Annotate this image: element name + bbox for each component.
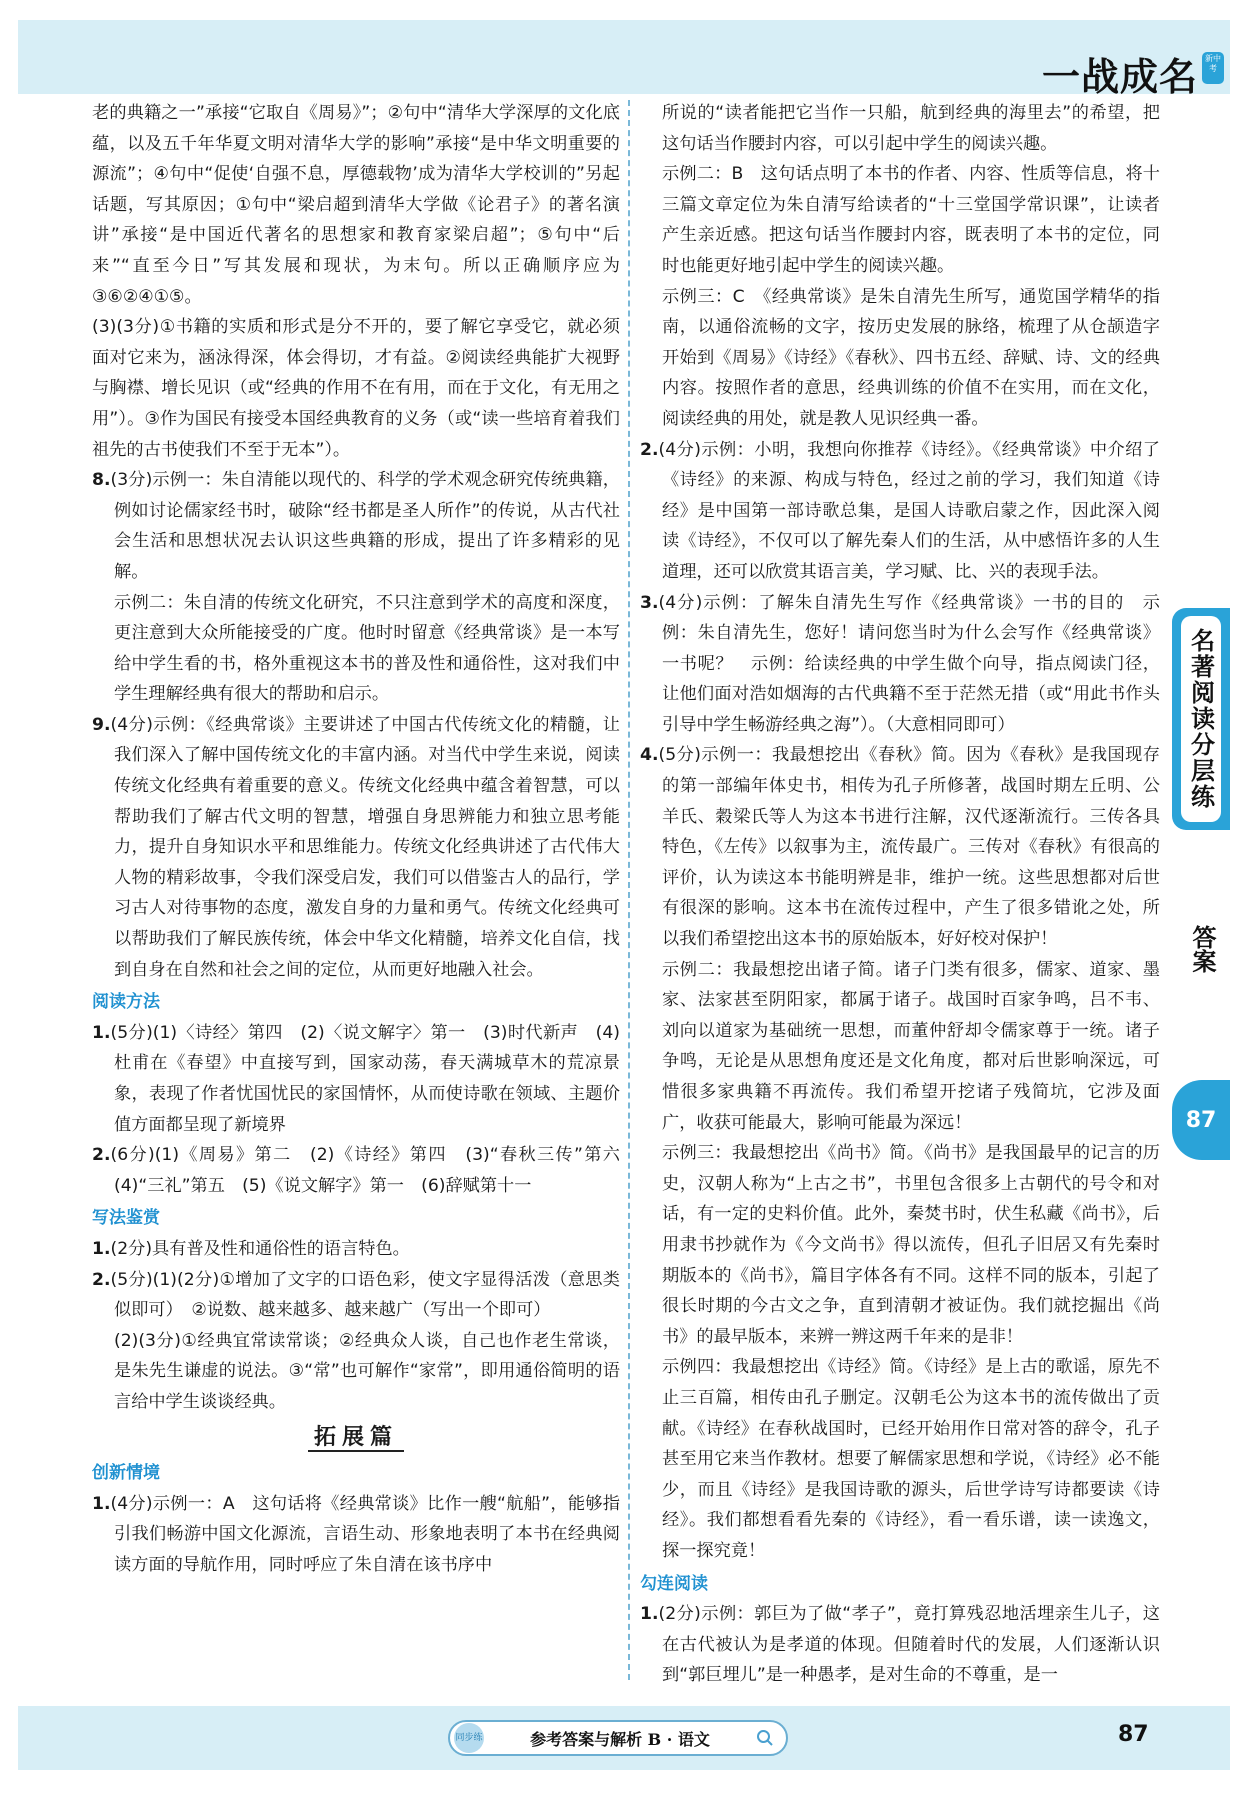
answer-8-number: 8. — [92, 470, 111, 491]
innovation-answer-4-number: 4. — [640, 745, 659, 766]
innovation-answer-2-text: (4分)示例：小明，我想向你推荐《诗经》。《经典常谈》中介绍了《诗经》的来源、构成与特色，经过之前的学习，我们知道《诗经》是中国第一部诗歌总集，是国人诗歌启蒙之作，因此深入阅读《诗经》，不仅可以了解先秦人们的生活，从中感悟许多的人生道理，还可以欣赏其语言美，学习赋、比、兴的表现手法。 — [658, 439, 1160, 582]
writing-answer-2 — [92, 1265, 620, 1326]
side-answer-label: 答案 — [1188, 925, 1216, 973]
footer-title-pill — [448, 1720, 788, 1756]
innovation-answer-1-number: 1. — [92, 1493, 111, 1514]
answer-9-number: 9. — [92, 714, 111, 735]
writing-answer-2-number: 2. — [92, 1269, 111, 1290]
section-writing-appreciation: 写法鉴赏 — [92, 1208, 160, 1229]
page-number: 87 — [1118, 1722, 1149, 1747]
linked-answer-1-text: (2分)示例：郭巨为了做“孝子”，竟打算残忍地活埋亲生儿子，这在古代被认为是孝道的体现。但随着时代的发展，人们逐渐认识到“郭巨埋儿”是一种愚孝，是对生命的不尊重，是一 — [658, 1604, 1160, 1686]
left-column — [92, 98, 638, 1581]
expansion-title — [92, 1422, 620, 1453]
reading-answer-1-number: 1. — [92, 1022, 111, 1043]
search-icon — [756, 1729, 774, 1747]
writing-answer-1 — [92, 1234, 620, 1265]
reading-answer-1 — [92, 1018, 620, 1140]
innovation-answer-3 — [640, 588, 1160, 741]
linked-answer-1 — [640, 1599, 1160, 1691]
reading-answer-2-text: (6分)(1)《周易》第二 (2)《诗经》第四 (3)“春秋三传”第六 (4)“三礼”第五 (5)《说文解字》第一 (6)辞赋第十一 — [110, 1145, 638, 1196]
left-para-2: (3)(3分)①书籍的实质和形式是分不开的，要了解它享受它，就必须面对它来为，涵泳得深，体会得切，才有益。②阅读经典能扩大视野与胸襟、增长见识（或“经典的作用不在有用，而在于文化，有无用之用”）。③作为国民有接受本国经典教育的义务（或“读一些培育着我们祖先的古书使我们不至于无本”）。 — [92, 317, 620, 460]
answer-9 — [92, 710, 620, 985]
brand-logo: 一战成名 — [1041, 55, 1198, 99]
innovation-answer-4-example-3: 示例三：我最想挖出《尚书》简。《尚书》是我国最早的记言的历史，汉朝人称为“上古之书”，书里包含很多上古朝代的号令和对话，有一定的史料价值。此外，秦焚书时，伏生私藏《尚书》，后用隶书抄就作为《今文尚书》得以流传，但孔子旧居又有先秦时期版本的《尚书》，篇目字体各有不同。这样不同的版本，引起了很长时期的今古文之争，直到清朝才被证伪。我们就挖掘出《尚书》的最早版本，来辨一辨这两千年来的是非！ — [662, 1143, 1160, 1347]
answer-8-example-2: 示例二：朱自清的传统文化研究，不只注意到学术的高度和深度，更注意到大众所能接受的广度。他时时留意《经典常谈》是一本写给中学生看的书，格外重视这本书的普及性和通俗性，这对我们中学生理解经典有很大的帮助和启示。 — [114, 592, 620, 705]
section-reading-method: 阅读方法 — [92, 992, 160, 1013]
answer-9-text: (4分)示例：《经典常谈》主要讲述了中国古代传统文化的精髓，让我们深入了解中国传统文化的丰富内涵。对当代中学生来说，阅读传统文化经典有着重要的意义。传统文化经典中蕴含着智慧，可以帮助我们了解古代文明的智慧，增强自身思辨能力和独立思考能力，提升自身知识水平和思维能力。传统文化经典讲述了古代伟大人物的精彩故事，令我们深受启发，我们可以借鉴古人的品行，学习古人对待事物的态度，激发自身的力量和勇气。传统文化经典可以帮助我们了解民族传统，体会中华文化精髓，培养文化自信，找到自身在自然和社会之间的定位，从而更好地融入社会。 — [110, 714, 620, 980]
expansion-title-text: 拓展篇 — [308, 1424, 404, 1452]
right-column — [640, 98, 1160, 1691]
reading-answer-2 — [92, 1140, 638, 1201]
innovation-answer-2-number: 2. — [640, 439, 659, 460]
side-tab-label: 名著阅读分层练 — [1181, 616, 1221, 822]
right-para-1: 所说的“读者能把它当作一只船，航到经典的海里去”的希望，把这句话当作腰封内容，可以引起中学生的阅读兴趣。 — [662, 103, 1160, 154]
right-para-3: 示例三：C 《经典常谈》是朱自清先生所写，通览国学精华的指南，以通俗流畅的文字，按历史发展的脉络，梳理了从仓颉造字开始到《周易》《诗经》《春秋》、四书五经、辞赋、诗、文的经典内容。按照作者的意思，经典训练的价值不在实用，而在文化，阅读经典的用处，就是教人见识经典一番。 — [662, 286, 1160, 429]
innovation-answer-3-text: (4分)示例：了解朱自清先生写作《经典常谈》一书的目的 示例：朱自清先生，您好！请问您当时为什么会写作《经典常谈》一书呢？ 示例：给读经典的中学生做个向导，指点阅读门径，让他们面对浩如烟海的古代典籍不至于茫然无措（或“用此书作头引导中学生畅游经典之海”）。（大意相同即可） — [658, 592, 1160, 735]
side-page-number: 87 — [1172, 1080, 1230, 1160]
innovation-answer-4-text: (5分)示例一：我最想挖出《春秋》简。因为《春秋》是我国现存的第一部编年体史书，相传为孔子所修著，战国时期左丘明、公羊氏、穀梁氏等人为这本书进行注解，汉代逐渐流行。三传各具特色，《左传》以叙事为主，流传最广。三传对《春秋》有很高的评价，认为读这本书能明辨是非，维护一统。这些思想都对后世有很深的影响。这本书在流传过程中，产生了很多错讹之处，所以我们希望挖出这本书的原始版本，好好校对保护！ — [658, 745, 1160, 950]
writing-answer-1-number: 1. — [92, 1238, 111, 1259]
section-linked-reading: 勾连阅读 — [640, 1573, 708, 1594]
answer-8 — [92, 465, 620, 587]
brand-badge: 新中考 — [1202, 52, 1224, 84]
writing-answer-2-text: (5分)(1)(2分)①增加了文字的口语色彩，使文字显得活泼（意思类似即可） ②说数、越来越多、越来越广（写出一个即可） — [110, 1269, 620, 1321]
reading-answer-2-number: 2. — [92, 1145, 111, 1166]
side-tab — [1172, 608, 1230, 830]
answer-8-text: (3分)示例一：朱自清能以现代的、科学的学术观念研究传统典籍，例如讨论儒家经书时，破除“经书都是圣人所作”的传说，从古代社会生活和思想状况去认识这些典籍的形成，提出了许多精彩的见解。 — [110, 470, 620, 582]
left-para-1: 老的典籍之一”承接“它取自《周易》”；②句中“清华大学深厚的文化底蕴，以及五千年华夏文明对清华大学的影响”承接“是中华文明重要的源流”；④句中“促使‘自强不息，厚德载物’成为清华大学校训的”另起话题，写其原因；①句中“梁启超到清华大学做《论君子》的著名演讲”承接“是中国近代著名的思想家和教育家梁启超”；⑤句中“后来”“直至今日”写其发展和现状，为末句。所以正确顺序应为③⑥②④①⑤。 — [92, 103, 620, 307]
innovation-answer-4-example-4: 示例四：我最想挖出《诗经》简。《诗经》是上古的歌谣，原先不止三百篇，相传由孔子删定。汉朝毛公为这本书的流传做出了贡献。《诗经》在春秋战国时，已经开始用作日常对答的辞令，孔子甚至用它来当作教材。想要了解儒家思想和学说，《诗经》必不能少，而且《诗经》是我国诗歌的源头，后世学诗写诗都要读《诗经》。我们都想看看先秦的《诗经》，看一看乐谱，读一读逸文，探一探究竟！ — [662, 1357, 1160, 1561]
innovation-answer-3-number: 3. — [640, 592, 659, 613]
innovation-answer-4-example-2: 示例二：我最想挖出诸子简。诸子门类有很多，儒家、道家、墨家、法家甚至阴阳家，都属于诸子。战国时百家争鸣，吕不韦、刘向以道家为基础统一思想，而董仲舒却令儒家尊于一统。诸子争鸣，无论是从思想角度还是文化角度，都对后世影响深远，可惜很多家典籍不再流传。我们希望开挖诸子残简坑，它涉及面广，收获可能最大，影响可能最为深远！ — [662, 959, 1160, 1133]
writing-answer-1-text: (2分)具有普及性和通俗性的语言特色。 — [110, 1238, 410, 1259]
right-para-2: 示例二：B 这句话点明了本书的作者、内容、性质等信息，将十三篇文章定位为朱自清写给读者的“十三堂国学常识课”，让读者产生亲近感。把这句话当作腰封内容，既表明了本书的定位，同时也能更好地引起中学生的阅读兴趣。 — [662, 164, 1160, 276]
innovation-answer-4 — [640, 740, 1160, 954]
footer-title: 参考答案与解析 B · 语文 — [530, 1729, 710, 1749]
innovation-answer-1 — [92, 1489, 620, 1581]
linked-answer-1-number: 1. — [640, 1604, 659, 1625]
section-innovation: 创新情境 — [92, 1463, 160, 1484]
innovation-answer-2 — [640, 435, 1160, 588]
writing-answer-2-part-2: (2)(3分)①经典宜常读常谈；②经典众人谈，自己也作老生常谈，是朱先生谦虚的说法。③“常”也可解作“家常”，即用通俗简明的语言给中学生谈谈经典。 — [114, 1330, 620, 1412]
column-divider — [628, 100, 630, 1680]
reading-answer-1-text: (5分)(1)〈诗经〉第四 (2)〈说文解字〉第一 (3)时代新声 (4)杜甫在《春望》中直接写到，国家动荡，春天满城草木的荒凉景象，表现了作者忧国忧民的家国情怀，从而使诗歌在领域、主题价值方面都呈现了新境界 — [110, 1022, 620, 1135]
footer-logo: 同步练 — [454, 1723, 484, 1753]
innovation-answer-1-text: (4分)示例一：A 这句话将《经典常谈》比作一艘“航船”，能够指引我们畅游中国文化源流，言语生动、形象地表明了本书在经典阅读方面的导航作用，同时呼应了朱自清在该书序中 — [110, 1493, 620, 1575]
